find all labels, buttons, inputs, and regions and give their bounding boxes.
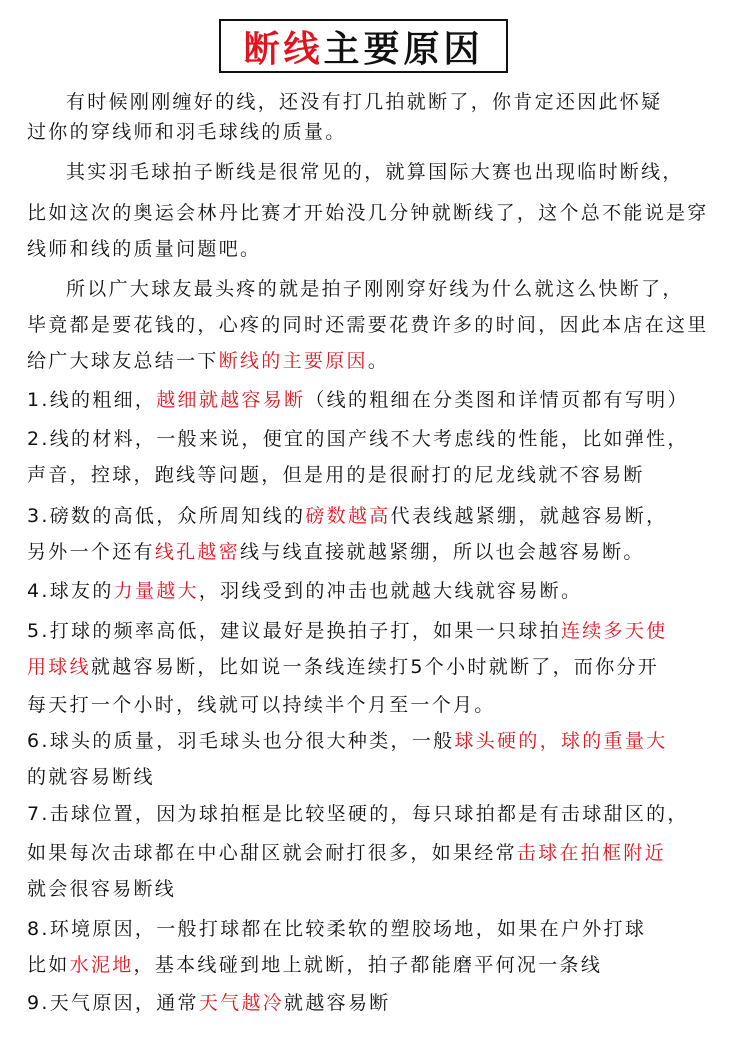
text-line [27, 347, 389, 375]
body-text: 3.磅数的高低，众所周知线的 [27, 505, 306, 527]
text-line [27, 199, 709, 227]
body-text: 6.球头的质量，羽毛球头也分很大种类，一般 [27, 730, 455, 752]
body-text: 其实羽毛球拍子断线是很常见的，就算国际大赛也出现临时断线， [66, 161, 684, 183]
highlight-text: 击球在拍框附近 [516, 842, 667, 864]
title-highlight: 断线 [243, 28, 324, 70]
body-text: 5.打球的频率高低，建议最好是换拍子打，如果一只球拍 [27, 620, 561, 642]
body-text: 2.线的材料，一般来说，便宜的国产线不大考虑线的性能，比如弹性， [27, 428, 689, 450]
body-text: 8.环境原因，一般打球都在比较柔软的塑胶场地，如果在户外打球 [27, 918, 647, 940]
text-line [27, 235, 261, 263]
body-text: 的就容易断线 [27, 766, 155, 788]
text-line [27, 989, 391, 1017]
text-line [27, 538, 645, 566]
text-line [27, 617, 667, 645]
body-text: 4.球友的 [27, 580, 114, 602]
highlight-text: 水泥地 [69, 954, 134, 976]
highlight-text: 力量越大 [113, 580, 199, 602]
body-text: 毕竟都是要花钱的，心疼的同时还需要花费许多的时间，因此本店在这里 [27, 314, 709, 336]
text-line [27, 875, 176, 903]
text-line [27, 461, 645, 489]
body-text: 就越容易断，比如说一条线连续打5个小时就断了，而你分开 [90, 656, 660, 678]
highlight-text: 越细就越容易断 [156, 389, 306, 411]
text-line [27, 915, 646, 943]
body-text: 过你的穿线师和羽毛球线的质量。 [27, 121, 347, 143]
body-text: 有时候刚刚缠好的线，还没有打几拍就断了，你肯定还因此怀疑 [66, 91, 663, 113]
text-line [27, 800, 689, 828]
body-text: 比如 [27, 954, 70, 976]
body-text: 就越容易断 [284, 992, 391, 1014]
body-text: 每天打一个小时，线就可以持续半个月至一个月。 [27, 694, 496, 716]
body-text: ，基本线碰到地上就断，拍子都能磨平何况一条线 [133, 954, 603, 976]
text-line [27, 577, 582, 605]
text-line [27, 425, 689, 453]
highlight-text: 磅数越高 [305, 505, 391, 527]
page-title [219, 19, 508, 73]
text-line [66, 88, 662, 116]
text-line [27, 727, 667, 755]
text-line [27, 763, 155, 791]
body-text: （线的粗细在分类图和详情页都有写明） [305, 389, 689, 411]
text-line [27, 691, 496, 719]
body-text: 比如这次的奥运会林丹比赛才开始没几分钟就断线了，这个总不能说是穿 [27, 202, 709, 224]
body-text: 如果每次击球都在中心甜区就会耐打很多，如果经常 [27, 842, 517, 864]
text-line [27, 653, 659, 681]
body-text: 代表线越紧绷，就越容易断， [390, 505, 668, 527]
body-text: 就会很容易断线 [27, 878, 177, 900]
body-text: 9.天气原因，通常 [27, 992, 199, 1014]
body-text: 。 [367, 350, 390, 372]
text-line [27, 311, 709, 339]
highlight-text: 用球线 [27, 656, 91, 678]
highlight-text: 球头硬的，球的重量大 [454, 730, 668, 752]
highlight-text: 断线的主要原因 [218, 350, 368, 372]
body-text: 给广大球友总结一下 [27, 350, 219, 372]
body-text: 另外一个还有 [27, 541, 155, 563]
text-line [66, 275, 684, 303]
text-line [27, 502, 667, 530]
body-text: 声音，控球，跑线等问题，但是用的是很耐打的尼龙线就不容易断 [27, 464, 645, 486]
text-line [66, 158, 684, 186]
title-rest: 主要原因 [323, 28, 484, 70]
highlight-text: 线孔越密 [154, 541, 241, 563]
body-text: ，羽线受到的冲击也就越大线就容易断。 [198, 580, 583, 602]
text-line [27, 951, 602, 979]
text-line [27, 118, 347, 146]
text-line [27, 386, 689, 414]
highlight-text: 天气越冷 [198, 992, 285, 1014]
body-text: 线师和线的质量问题吧。 [27, 238, 262, 260]
highlight-text: 连续多天使 [560, 620, 668, 642]
body-text: 7.击球位置，因为球拍框是比较坚硬的，每只球拍都是有击球甜区的， [27, 803, 689, 825]
body-text: 1.线的粗细， [27, 389, 157, 411]
body-text: 线与线直接就越紧绷，所以也会越容易断。 [240, 541, 645, 563]
body-text: 所以广大球友最头疼的就是拍子刚刚穿好线为什么就这么快断了， [66, 278, 684, 300]
text-line [27, 839, 666, 867]
